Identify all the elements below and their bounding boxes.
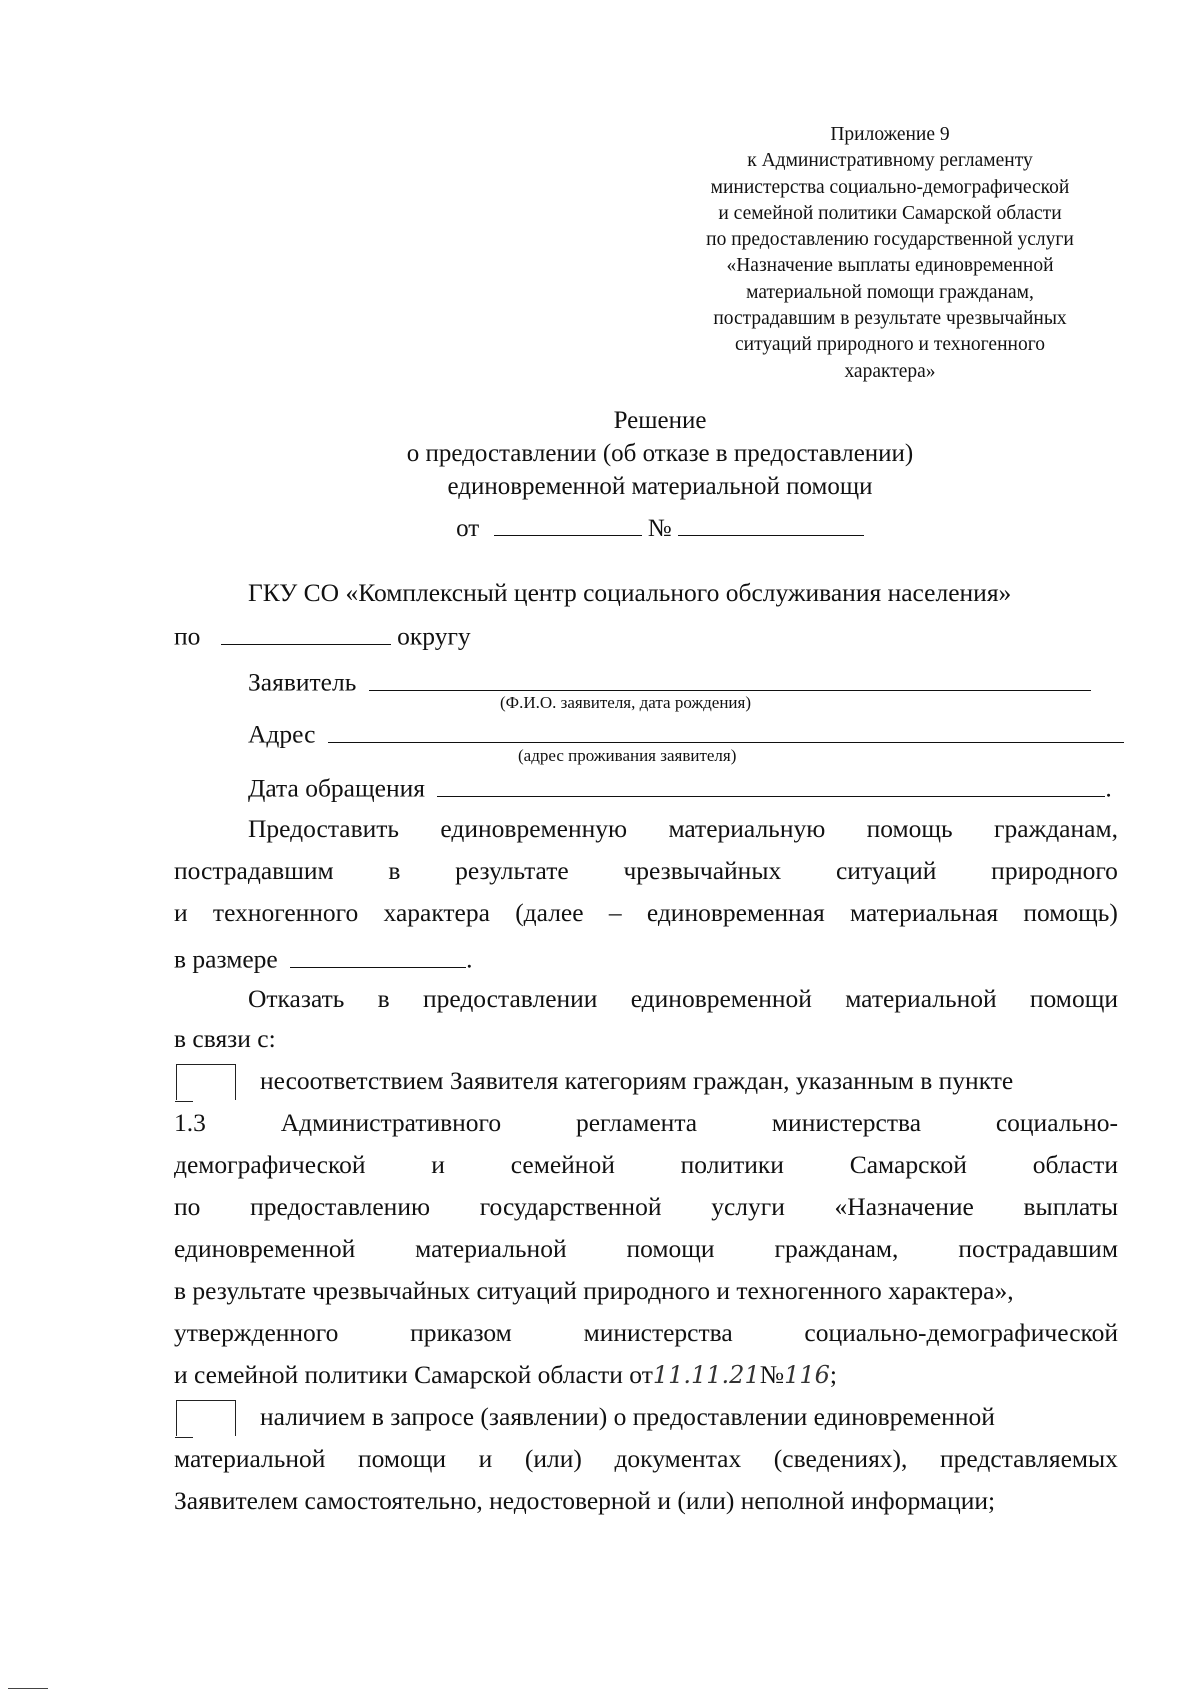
word: утвержденного [174, 1318, 339, 1347]
date-field[interactable] [494, 510, 642, 536]
word: представляемых [939, 1444, 1118, 1473]
date-number-line [260, 510, 1060, 545]
annex-header [660, 122, 1120, 385]
okrug-label: округу [397, 621, 471, 651]
reason1-line-1: несоответствием Заявителя категориям граждан, указанным в пункте [260, 1066, 1014, 1095]
reason1-line-6: в результате чрезвычайных ситуаций природного и техногенного характера», [174, 1276, 1014, 1305]
word: и [431, 1150, 445, 1179]
po-label: по [174, 621, 201, 651]
annex-line: и семейной политики Самарской области [718, 202, 1062, 224]
request-date-end: . [1105, 773, 1112, 803]
word: материальной [415, 1234, 567, 1263]
order-date-handwritten: 11.11.21 [652, 1361, 760, 1389]
word: Отказать [248, 984, 345, 1013]
request-date-line [248, 770, 1112, 804]
district-line [174, 618, 471, 652]
applicant-label: Заявитель [248, 667, 357, 697]
word: по [174, 1192, 201, 1221]
document-title [260, 404, 1060, 545]
word: единовременную [440, 814, 628, 843]
word: социально-демографической [804, 1318, 1118, 1347]
refuse-line-1 [248, 984, 1118, 1014]
word: Самарской [849, 1150, 967, 1179]
word: в [377, 984, 390, 1013]
word: 1.3 [174, 1108, 206, 1137]
word: демографической [174, 1150, 366, 1179]
title-line: единовременной материальной помощи [447, 473, 873, 500]
word: ситуаций [835, 856, 937, 885]
word: материальная [850, 898, 999, 927]
request-date-label: Дата обращения [248, 773, 425, 803]
request-date-field[interactable] [437, 770, 1105, 797]
title-line: о предоставлении (об отказе в предоставлении) [406, 440, 914, 467]
title-line: Решение [613, 407, 707, 434]
order-end: ; [829, 1360, 837, 1389]
applicant-field[interactable] [369, 664, 1091, 691]
word: материальной [174, 1444, 326, 1473]
word: семейной [510, 1150, 615, 1179]
reason1-line-5 [174, 1234, 1118, 1264]
amount-field[interactable] [290, 941, 466, 968]
word: выплаты [1023, 1192, 1118, 1221]
word: гражданам, [774, 1234, 899, 1263]
word: (далее [515, 898, 584, 927]
word: пострадавшим [174, 856, 334, 885]
word: регламента [575, 1108, 698, 1137]
word: Административного [280, 1108, 502, 1137]
word: документах [614, 1444, 742, 1473]
word: помощь) [1023, 898, 1118, 927]
word: и [478, 1444, 493, 1473]
word: помощь [866, 814, 953, 843]
annex-line: Приложение 9 [830, 124, 950, 145]
word: чрезвычайных [623, 856, 782, 885]
word: «Назначение [834, 1192, 974, 1221]
grant-line-3 [174, 898, 1118, 928]
word: результате [455, 856, 569, 885]
org-name: ГКУ СО «Комплексный центр социального обслуживания населения» [248, 578, 1012, 607]
word: приказом [410, 1318, 512, 1347]
reason1-line-4 [174, 1192, 1118, 1222]
word: техногенного [212, 898, 359, 927]
address-label: Адрес [248, 719, 316, 749]
address-caption: (адрес проживания заявителя) [518, 746, 737, 765]
reason1-line-3 [174, 1150, 1118, 1180]
order-number-handwritten: 116 [784, 1361, 830, 1389]
reason1-line-7 [174, 1318, 1118, 1348]
reason1-checkbox[interactable] [176, 1064, 236, 1100]
word: единовременной [630, 984, 812, 1013]
reason1-line-8 [174, 1360, 837, 1390]
word: области [1032, 1150, 1118, 1179]
annex-line: по предоставлению государственной услуги [706, 229, 1074, 251]
date-prefix: от [456, 515, 480, 542]
word: политики [680, 1150, 784, 1179]
grant-line-4 [174, 941, 472, 975]
number-field[interactable] [678, 510, 864, 536]
annex-line: характера» [844, 360, 936, 382]
grant-line-1 [248, 814, 1118, 844]
word: в [388, 856, 401, 885]
word: материальной [845, 984, 997, 1013]
word: и [174, 898, 188, 927]
annex-line: ситуаций природного и техногенного [735, 334, 1045, 356]
reason2-line-1 [260, 1402, 1118, 1432]
reason2-line-3: Заявителем самостоятельно, недостоверной и (или) неполной информации; [174, 1486, 996, 1515]
org-line [248, 578, 1118, 608]
word: материальную [668, 814, 826, 843]
address-field[interactable] [328, 716, 1124, 743]
amount-end: . [466, 944, 473, 974]
reason2-text: наличием в запросе (заявлении) о предоставлении единовременной [260, 1402, 995, 1431]
reason2-line-2 [174, 1444, 1118, 1474]
word: пострадавшим [958, 1234, 1118, 1263]
word: единовременной [174, 1234, 356, 1263]
word: единовременная [646, 898, 825, 927]
applicant-caption: (Ф.И.О. заявителя, дата рождения) [500, 693, 752, 712]
order-text: и семейной политики Самарской области от [174, 1360, 653, 1389]
word: природного [991, 856, 1118, 885]
page-corner-mark [8, 1688, 48, 1689]
word: гражданам, [994, 814, 1118, 843]
word: предоставлении [422, 984, 598, 1013]
number-sign: № [647, 515, 672, 542]
word: государственной [479, 1192, 662, 1221]
amount-label: в размере [174, 944, 278, 974]
grant-line-2 [174, 856, 1118, 886]
annex-line: материальной помощи гражданам, [746, 281, 1034, 303]
word: помощи [1029, 984, 1118, 1013]
annex-line: пострадавшим в результате чрезвычайных [713, 308, 1067, 330]
word: социально- [995, 1108, 1118, 1137]
word: – [608, 898, 622, 927]
annex-line: министерства социально-демографической [710, 176, 1070, 198]
reason1-line-2 [174, 1108, 1118, 1138]
word: предоставлению [250, 1192, 431, 1221]
word: Предоставить [248, 814, 400, 843]
reason2-checkbox[interactable] [176, 1400, 236, 1436]
word: министерства [771, 1108, 922, 1137]
address-line [248, 716, 1124, 750]
word: характера [383, 898, 490, 927]
word: министерства [583, 1318, 733, 1347]
refuse-line-2: в связи с: [174, 1024, 276, 1053]
annex-line: к Административному регламенту [747, 150, 1033, 172]
word: (или) [524, 1444, 582, 1473]
district-field[interactable] [221, 618, 391, 645]
word: помощи [626, 1234, 715, 1263]
word: помощи [357, 1444, 447, 1473]
word: услуги [711, 1192, 785, 1221]
order-number-sign: № [759, 1360, 785, 1389]
word: (сведениях), [773, 1444, 908, 1473]
annex-line: «Назначение выплаты единовременной [726, 255, 1054, 277]
